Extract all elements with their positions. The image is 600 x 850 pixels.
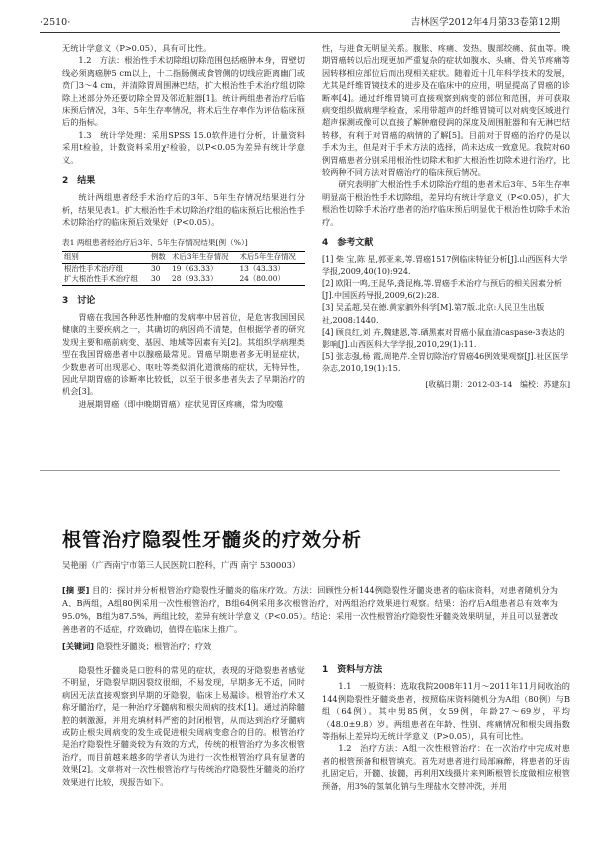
article-divider [40,470,560,471]
article2-right-column [322,664,570,792]
section-heading: 4 参考文献 [322,238,374,249]
page-header [40,8,560,33]
section-heading: 2 结果 [62,176,96,187]
paragraph: 无统计学意义（P>0.05），具有可比性。 [62,43,212,53]
table-cell: 根治性手术治疗组 [64,263,124,273]
paragraph: 研究表明扩大根治性手术切除治疗组的患者术后3年、5年生存率明显高于根治性手术切除组，差异均有统计学意义（P<0.05），扩大根治性切除手术治疗患者的治疗临床预后明显优于根治性切除手术治疗。 [322,179,570,227]
paragraph: 1.3 统计学处理：采用SPSS 15.0软件进行分析，计量资料采用t检验，计数资料采用χ²检验，以P<0.05为差异有统计学意义。 [62,129,305,165]
abstract-text: 目的：探讨并分析根管治疗隐裂性牙髓炎的临床疗效。方法：回顾性分析144例隐裂性牙髓炎患者的临床资料，对患者随机分为A、B两组，A组80例采用一次性根管治疗，B组64例采用多次根管治疗，对两组治疗效果进行观察。结果：治疗后A组患者总有效率为95.0%，B组为87.5%，两组比较，差异有统计学意义（P<0.05）。结论：采用一次性根管治疗隐裂性牙髓炎效果明显，并且可以显著改善患者的不适症，疗效确切，值得在临床上推广。 [62,585,558,634]
table-row [62,263,305,274]
section-heading: 1 资料与方法 [322,665,383,675]
article-title: 根管治疗隐裂性牙髓炎的疗效分析 [62,529,363,551]
reference-item: [5] 张志强,杨 霞,周艳芹.全胃切除治疗胃癌46例效果观察[J].社区医学杂志,2010,19(1):15. [322,352,569,374]
keywords [62,641,558,652]
paragraph: 1.2 治疗方法：A组一次性根管治疗：在一次治疗中完成对患者的根管预备和根管填充。首先对患者进行局部麻醉，将患者的牙齿扎固定后，开髓、拔髓，再利用X线摄片来判断根管长度做相应根管预备，用3%的氢氧化钠与生理盐水交替冲洗，并用 [322,743,570,791]
paragraph: 隐裂性牙髓炎是口腔科的常见的症状，表现的牙隐裂患者感觉不明显，牙隐裂早期因裂纹很细，不易发现，早期多无不适，同时病因无法直接观察到早期的牙隐裂，临床上易漏诊。根管治疗术又称牙髓治疗，是一种治疗牙髓病和根尖周病的技术[1]。通过消除髓腔的刺激源，并用充填材料严密的封闭根管，从而达到治疗牙髓病或防止根尖周病变的发生或促进根尖周病变愈合的目的。根管治疗是治疗隐裂性牙髓炎较为有效的方式，传统的根管治疗为多次根管治疗，而目前越来越多的学者认为进行一次性根管治疗具有显著的效果[2]。文章将对一次性根管治疗与传统治疗隐裂性牙髓炎的治疗效果进行比较，现报告如下。 [62,665,305,787]
table-row [62,274,305,285]
reference-item: [2] 欧阳一鸣,王昆华,龚昆梅,等.胃癌手术治疗与预后的相关因素分析[J].中国医药导报,2009,6(2):28. [322,278,563,301]
table-cell: 30 [151,274,161,284]
received-date: [收稿日期：2012-03-14 编校：苏建东] [425,379,570,389]
table-cell: 24（80.00） [239,274,285,284]
right-column [322,42,570,391]
journal-info: 吉林医学2012年4月第33卷第12期 [410,17,560,28]
reference-list [322,254,570,376]
article2-left-column [62,664,305,788]
table-header-cell: 组别 [64,252,79,262]
paragraph: 统计两组患者经手术治疗后的3年、5年生存情况结果进行分析，结果见表1。扩大根治性手术切除治疗组的临床预后比根治性手术切除治疗的临床预后效果好（P<0.05）。 [62,192,305,228]
paragraph: 进展期胃癌（即中晚期胃癌）症状见胃区疼痛，常为咬噬 [78,398,284,409]
author-line: 吴艳丽（广西南宁市第三人民医院口腔科，广西 南宁 530003） [62,560,301,570]
table-header-row [62,252,305,264]
reference-item: [4] 顾良红,刘 卉,魏建恩,等.硒黑素对胃癌小鼠血清caspase-3表达的影响[J].山西医科大学学报,2010,29(1):11. [322,327,565,349]
paragraph: 1.2 方法：根治性手术切除组切除范围包括癌肿本身，胃壁切线必须离癌肿5 cm以上，十二指肠侧或食管侧的切线应距离幽门或贲门3～4 cm，并清除胃周围淋巴结，扩大根治性手术治疗组切除除上述部分外还要切除全胃及邻近脏器[1]。统计两组患者治疗后临床预后情况，3年、5年生存率情况，将术后生存率作为评估临床预后的指标。 [62,55,305,128]
results-table [62,251,305,286]
page-number: ·2510· [40,17,71,28]
abstract [62,584,558,636]
table-cell: 13（43.33） [239,263,285,273]
table-caption: 表1 两组患者经治疗后3年、5年生存情况结果[例（%）] [62,237,248,247]
table-header-cell: 术后5年生存情况 [239,252,296,262]
table-cell: 19（63.33） [172,263,218,273]
abstract-label: [摘 要] [62,585,90,595]
table-cell: 28（93.33） [172,274,218,284]
paragraph: 1.1 一般资料：选取我院2008年11月～2011年11月间收治的144例隐裂性牙髓炎患者，按照临床资料随机分为A组（80例）与B组（64例）。其中男85例，女59例，年龄27～69岁，平均（48.0±9.8）岁。两组患者在年龄、性别、疼痛情况和根尖周指数等指标上差异均无统计学意义（P>0.05），具有可比性。 [322,681,570,742]
table-header-cell: 例数 [151,252,166,262]
keywords-text: 隐裂性牙髓炎；根管治疗；疗效 [96,641,212,651]
keywords-label: [关键词] [62,641,95,651]
paragraph: 胃癌在我国各种恶性肿瘤的发病率中居首位，是危害我国国民健康的主要疾病之一，其确切的病因尚不清楚，但根据学者的研究发现主要和癌前病变、基因、地域等因素有关[2]。其组织学病理类型在我国胃癌患者中以腺癌最常见。胃癌早期患者多无明显症状，少数患者可出现恶心、呕吐等类似消化道溃疡的症状，无特异性，因此早期胃癌的诊断率比较低，以至于很多患者失去了早期治疗的机会[3]。 [62,312,305,397]
paragraph: 性，与进食无明显关系。腹胀、疼痛、发热、腹部绞痛、贫血等。晚期胃癌转以后出现更加严重复杂的症状如腹水、头痛、骨关节疼痛等因转移相应部位后而出现相关症状。随着近十几年科学技术的发展，尤其是纤维胃镜技术的进步及在临床中的应用，明显提高了胃癌的诊断率[4]。通过纤维胃镜可直接观察到病变的部位和范围，并可获取病变组织做病理学检查，采用带超声的纤维胃镜可以对病变区域进行超声探测或像可以直接了解肿瘤侵润的深度及周围脏器和有无淋巴结转移，有利于对胃癌的病情的了解[5]。目前对于胃癌的治疗仍是以手术为主，但是对于手术方法的选择，尚未达成一致意见。我院对60例胃癌患者分别采用根治性切除术和扩大根治性切除术进行治疗，比较两种不同方法对胃癌治疗的临床预后情况。 [322,43,570,178]
section-heading: 3 讨论 [62,295,96,306]
reference-item: [3] 吴孟超,吴在德.黄家驷外科学[M].第7版.北京:人民卫生出版社,2008:1440. [322,303,545,325]
table-header-cell: 术后3年生存情况 [172,252,229,262]
table-cell: 30 [151,263,161,273]
left-column [62,42,305,410]
reference-item: [1] 柴 宝,陈 星,郭亚来,等.胃癌1517例临床特征分析[J].山西医科大学学报,2009,40(10):924. [322,254,568,276]
table-cell: 扩大根治性手术治疗组 [64,274,138,284]
